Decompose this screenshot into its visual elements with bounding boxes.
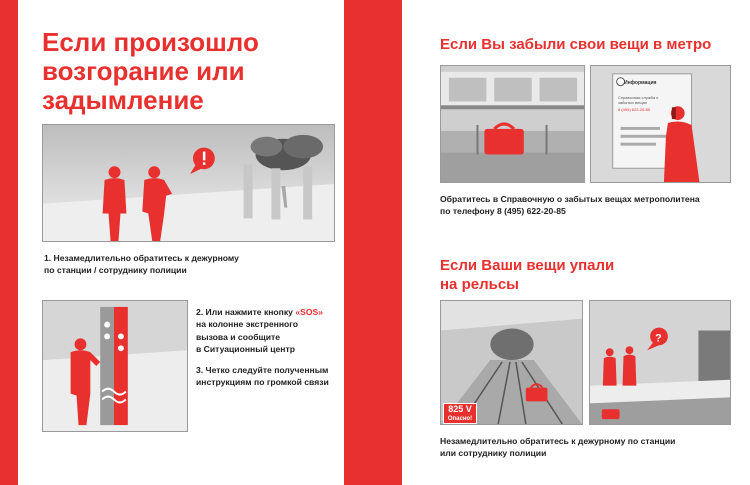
info-sign-title: Информация [624, 80, 657, 86]
fire-step1-caption: 1. Незамедлительно обратитесь к дежурному по станции / сотруднику полиции [44, 253, 239, 276]
platform-question-illustration [589, 300, 731, 425]
info-sign-text: Справочная служба о забытых вещах [618, 95, 659, 106]
sos-column-illustration [42, 300, 188, 432]
fire-section-title: Если произошло возгорание или задымление [42, 27, 259, 116]
fire-step3-caption: 3. Четко следуйте полученным инструкциям по громкой связи [196, 365, 329, 388]
high-voltage-warning: 825 V Опасно! [443, 403, 477, 424]
forgot-caption: Обратитесь в Справочную о забытых вещах метрополитена по телефону 8 (495) 622-20-85 [440, 194, 700, 217]
info-sign-phone: 8 (495) 622-20-85 [618, 107, 651, 112]
left-red-stripe [0, 0, 18, 485]
fire-scene-illustration [42, 124, 335, 242]
fire-step2-caption: 2. Или нажмите кнопку «SOS» на колонне экстренного вызова и сообщите в Ситуационный центр [196, 307, 324, 355]
rails-caption: Незамедлительно обратитесь к дежурному по станции или сотруднику полиции [440, 436, 676, 459]
sos-highlight: «SOS» [295, 307, 324, 317]
svg-text:?: ? [655, 332, 662, 345]
forgotten-bag-train-illustration [440, 65, 585, 183]
rails-section-title: Если Ваши вещи упали на рельсы [440, 257, 615, 293]
info-desk-phone-illustration [590, 65, 731, 183]
forgot-section-title: Если Вы забыли свои вещи в метро [440, 36, 712, 53]
center-red-stripe [344, 0, 402, 485]
